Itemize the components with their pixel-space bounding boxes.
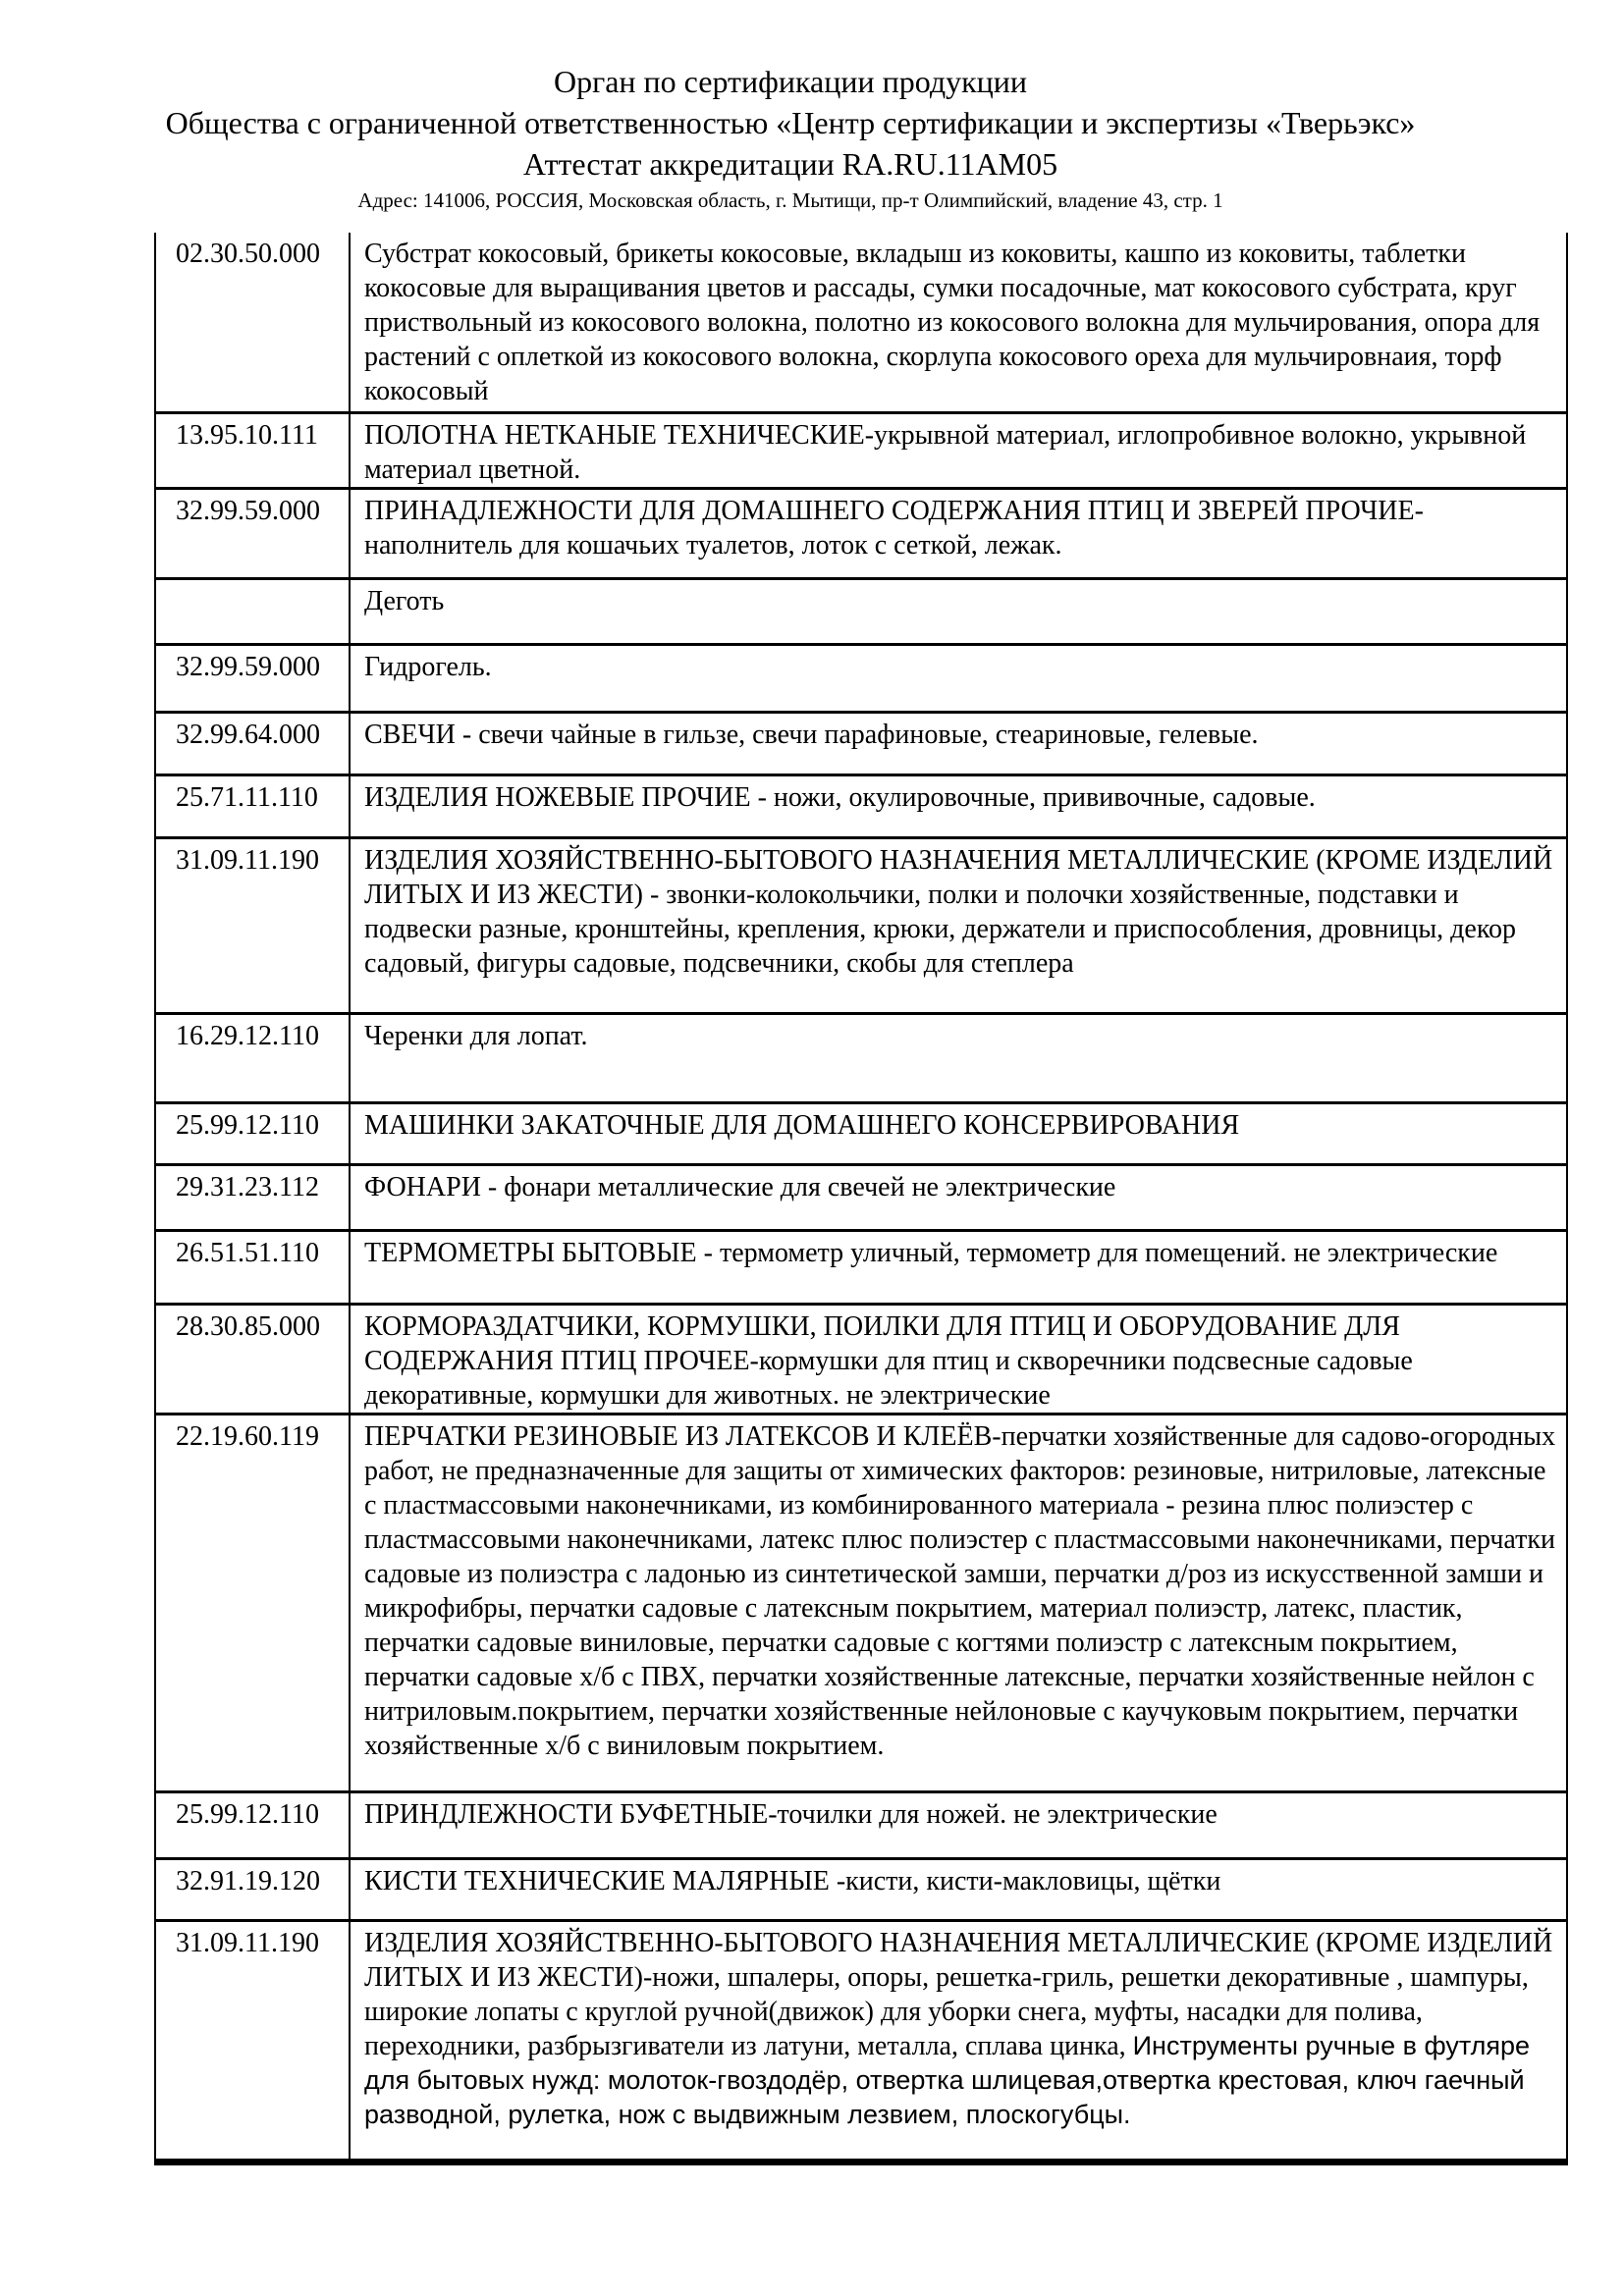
product-description — [350, 412, 1567, 488]
description-text: ИЗДЕЛИЯ ХОЗЯЙСТВЕННО-БЫТОВОГО НАЗНАЧЕНИЯ МЕТАЛЛИЧЕСКИЕ (КРОМЕ ИЗДЕЛИЙ ЛИТЫХ И ИЗ ЖЕСТИ) - звонки-колокольчики, полки и полочки хозяйственные, подставки и подвески разные, кронштейны, крепления, крюки, держатели и приспособления, дровницы, декор садовый, фигуры садовые, подсвечники, скобы для степлера — [364, 844, 1553, 979]
product-code: 32.99.59.000 — [155, 644, 350, 712]
table-row — [155, 644, 1567, 712]
document-header — [0, 61, 1581, 216]
description-text: Гидрогель. — [364, 651, 492, 682]
product-description — [350, 488, 1567, 578]
product-description — [350, 1920, 1567, 2162]
description-text: Черенки для лопат. — [364, 1020, 588, 1051]
description-text-sans: Инструменты ручные в футляре для бытовых нужд: молоток-гвоздодёр, отвертка шлицевая,отвертка крестовая, ключ гаечный разводной, рулетка, нож с выдвижным лезвием, плоскогубцы. — [364, 2030, 1531, 2129]
table-row — [155, 412, 1567, 488]
product-code: 13.95.10.111 — [155, 412, 350, 488]
description-text: КИСТИ ТЕХНИЧЕСКИЕ МАЛЯРНЫЕ -кисти, кисти-макловицы, щётки — [364, 1865, 1221, 1896]
product-description — [350, 1414, 1567, 1791]
product-code: 16.29.12.110 — [155, 1013, 350, 1102]
table-row — [155, 1414, 1567, 1791]
product-code: 32.99.64.000 — [155, 712, 350, 774]
table-row — [155, 1164, 1567, 1230]
description-text: ТЕРМОМЕТРЫ БЫТОВЫЕ - термометр уличный, термометр для помещений. не электрические — [364, 1237, 1498, 1268]
product-description — [350, 712, 1567, 774]
product-code: 25.99.12.110 — [155, 1102, 350, 1164]
description-text: ПЕРЧАТКИ РЕЗИНОВЫЕ ИЗ ЛАТЕКСОВ И КЛЕЁВ-перчатки хозяйственные для садово-огородных работ, не предназначенные для защиты от химических факторов: резиновые, нитриловые, латексные с пластмассовыми наконечниками, из комбинированного материала - резина плюс полиэстер с пластмассовыми наконечниками, латекс плюс полиэстер с пластмассовыми наконечниками, перчатки садовые из полиэстра с ладонью из синтетической замши, перчатки д/роз из искусственной замши и микрофибры, перчатки садовые с латексным покрытием, материал полиэстр, латекс, пластик, перчатки садовые виниловые, перчатки садовые с когтями полиэстр с латексным покрытием, перчатки садовые х/б с ПВХ, перчатки хозяйственные латексные, перчатки хозяйственные нейлон с нитриловым.покрытием, перчатки хозяйственные нейлоновые с каучуковым покрытием, перчатки хозяйственные х/б с виниловым покрытием. — [364, 1420, 1556, 1761]
table-row — [155, 1230, 1567, 1304]
table-row — [155, 1920, 1567, 2162]
header-line-accreditation: Аттестат аккредитации RA.RU.11AM05 — [522, 146, 1058, 182]
product-code: 29.31.23.112 — [155, 1164, 350, 1230]
table-row — [155, 1102, 1567, 1164]
product-description — [350, 1304, 1567, 1414]
product-description — [350, 1230, 1567, 1304]
product-code: 25.99.12.110 — [155, 1791, 350, 1858]
product-code: 28.30.85.000 — [155, 1304, 350, 1414]
description-text: Деготь — [364, 585, 445, 616]
table-row — [155, 774, 1567, 837]
table-row — [155, 1013, 1567, 1102]
product-code: 02.30.50.000 — [155, 233, 350, 412]
product-description — [350, 578, 1567, 644]
product-description — [350, 1791, 1567, 1858]
table-row — [155, 1791, 1567, 1858]
product-description — [350, 233, 1567, 412]
header-line-company-name: Общества с ограниченной ответственностью «Центр сертификации и экспертизы «Тверьэкс» — [165, 105, 1416, 140]
description-text: СВЕЧИ - свечи чайные в гильзе, свечи парафиновые, стеариновые, гелевые. — [364, 719, 1259, 750]
product-description — [350, 774, 1567, 837]
product-description — [350, 644, 1567, 712]
product-code: 31.09.11.190 — [155, 1920, 350, 2162]
product-code — [155, 578, 350, 644]
product-code: 32.99.59.000 — [155, 488, 350, 578]
header-address: Адрес: 141006, РОССИЯ, Московская область, г. Мытищи, пр-т Олимпийский, владение 43, стр. 1 — [357, 188, 1223, 212]
product-code: 25.71.11.110 — [155, 774, 350, 837]
product-description — [350, 1858, 1567, 1920]
product-description — [350, 1013, 1567, 1102]
product-code: 22.19.60.119 — [155, 1414, 350, 1791]
description-text: Субстрат кокосовый, брикеты кокосовые, вкладыш из коковиты, кашпо из коковиты, таблетки кокосовые для выращивания цветов и рассады, сумки посадочные, мат кокосового субстрата, круг приствольный из кокосового волокна, полотно из кокосового волокна для мульчирования, опора для растений с оплеткой из кокосового волокна, скорлупа кокосового ореха для мульчировнаия, торф кокосовый — [364, 239, 1541, 406]
description-text: ПРИНДЛЕЖНОСТИ БУФЕТНЫЕ-точилки для ножей. не электрические — [364, 1798, 1218, 1830]
table-row — [155, 1858, 1567, 1920]
product-description — [350, 837, 1567, 1013]
table-row — [155, 712, 1567, 774]
description-text: КОРМОРАЗДАТЧИКИ, КОРМУШКИ, ПОИЛКИ ДЛЯ ПТИЦ И ОБОРУДОВАНИЕ ДЛЯ СОДЕРЖАНИЯ ПТИЦ ПРОЧЕЕ-кормушки для птиц и скворечники подсвесные садовые декоративные, кормушки для животных. не электрические — [364, 1310, 1413, 1411]
product-description — [350, 1102, 1567, 1164]
product-code: 26.51.51.110 — [155, 1230, 350, 1304]
product-code: 32.91.19.120 — [155, 1858, 350, 1920]
description-text: ИЗДЕЛИЯ НОЖЕВЫЕ ПРОЧИЕ - ножи, окулировочные, прививочные, садовые. — [364, 781, 1316, 813]
product-description — [350, 1164, 1567, 1230]
table-row — [155, 1304, 1567, 1414]
description-text: ИЗДЕЛИЯ ХОЗЯЙСТВЕННО-БЫТОВОГО НАЗНАЧЕНИЯ МЕТАЛЛИЧЕСКИЕ (КРОМЕ ИЗДЕЛИЙ ЛИТЫХ И ИЗ ЖЕСТИ)-ножи, шпалеры, опоры, решетка-гриль, решетки декоративные , шампуры, широкие лопаты с круглой ручной(движок) для уборки снега, муфты, насадки для полива, переходники, разбрызгиватели из латуни, металла, сплава цинка, — [364, 1927, 1553, 2061]
header-line-certification-body: Орган по сертификации продукции — [553, 64, 1028, 99]
table-row — [155, 488, 1567, 578]
product-code: 31.09.11.190 — [155, 837, 350, 1013]
description-text: ПРИНАДЛЕЖНОСТИ ДЛЯ ДОМАШНЕГО СОДЕРЖАНИЯ ПТИЦ И ЗВЕРЕЙ ПРОЧИЕ-наполнитель для кошачьих туалетов, лоток с сеткой, лежак. — [364, 495, 1424, 561]
table-row — [155, 578, 1567, 644]
description-text: МАШИНКИ ЗАКАТОЧНЫЕ ДЛЯ ДОМАШНЕГО КОНСЕРВИРОВАНИЯ — [364, 1109, 1240, 1141]
description-text: ФОНАРИ - фонари металлические для свечей не электрические — [364, 1171, 1116, 1202]
table-row — [155, 837, 1567, 1013]
certification-products-table — [154, 233, 1568, 2165]
table-row — [155, 233, 1567, 412]
description-text: ПОЛОТНА НЕТКАНЫЕ ТЕХНИЧЕСКИЕ-укрывной материал, иглопробивное волокно, укрывной материал цветной. — [364, 419, 1527, 485]
